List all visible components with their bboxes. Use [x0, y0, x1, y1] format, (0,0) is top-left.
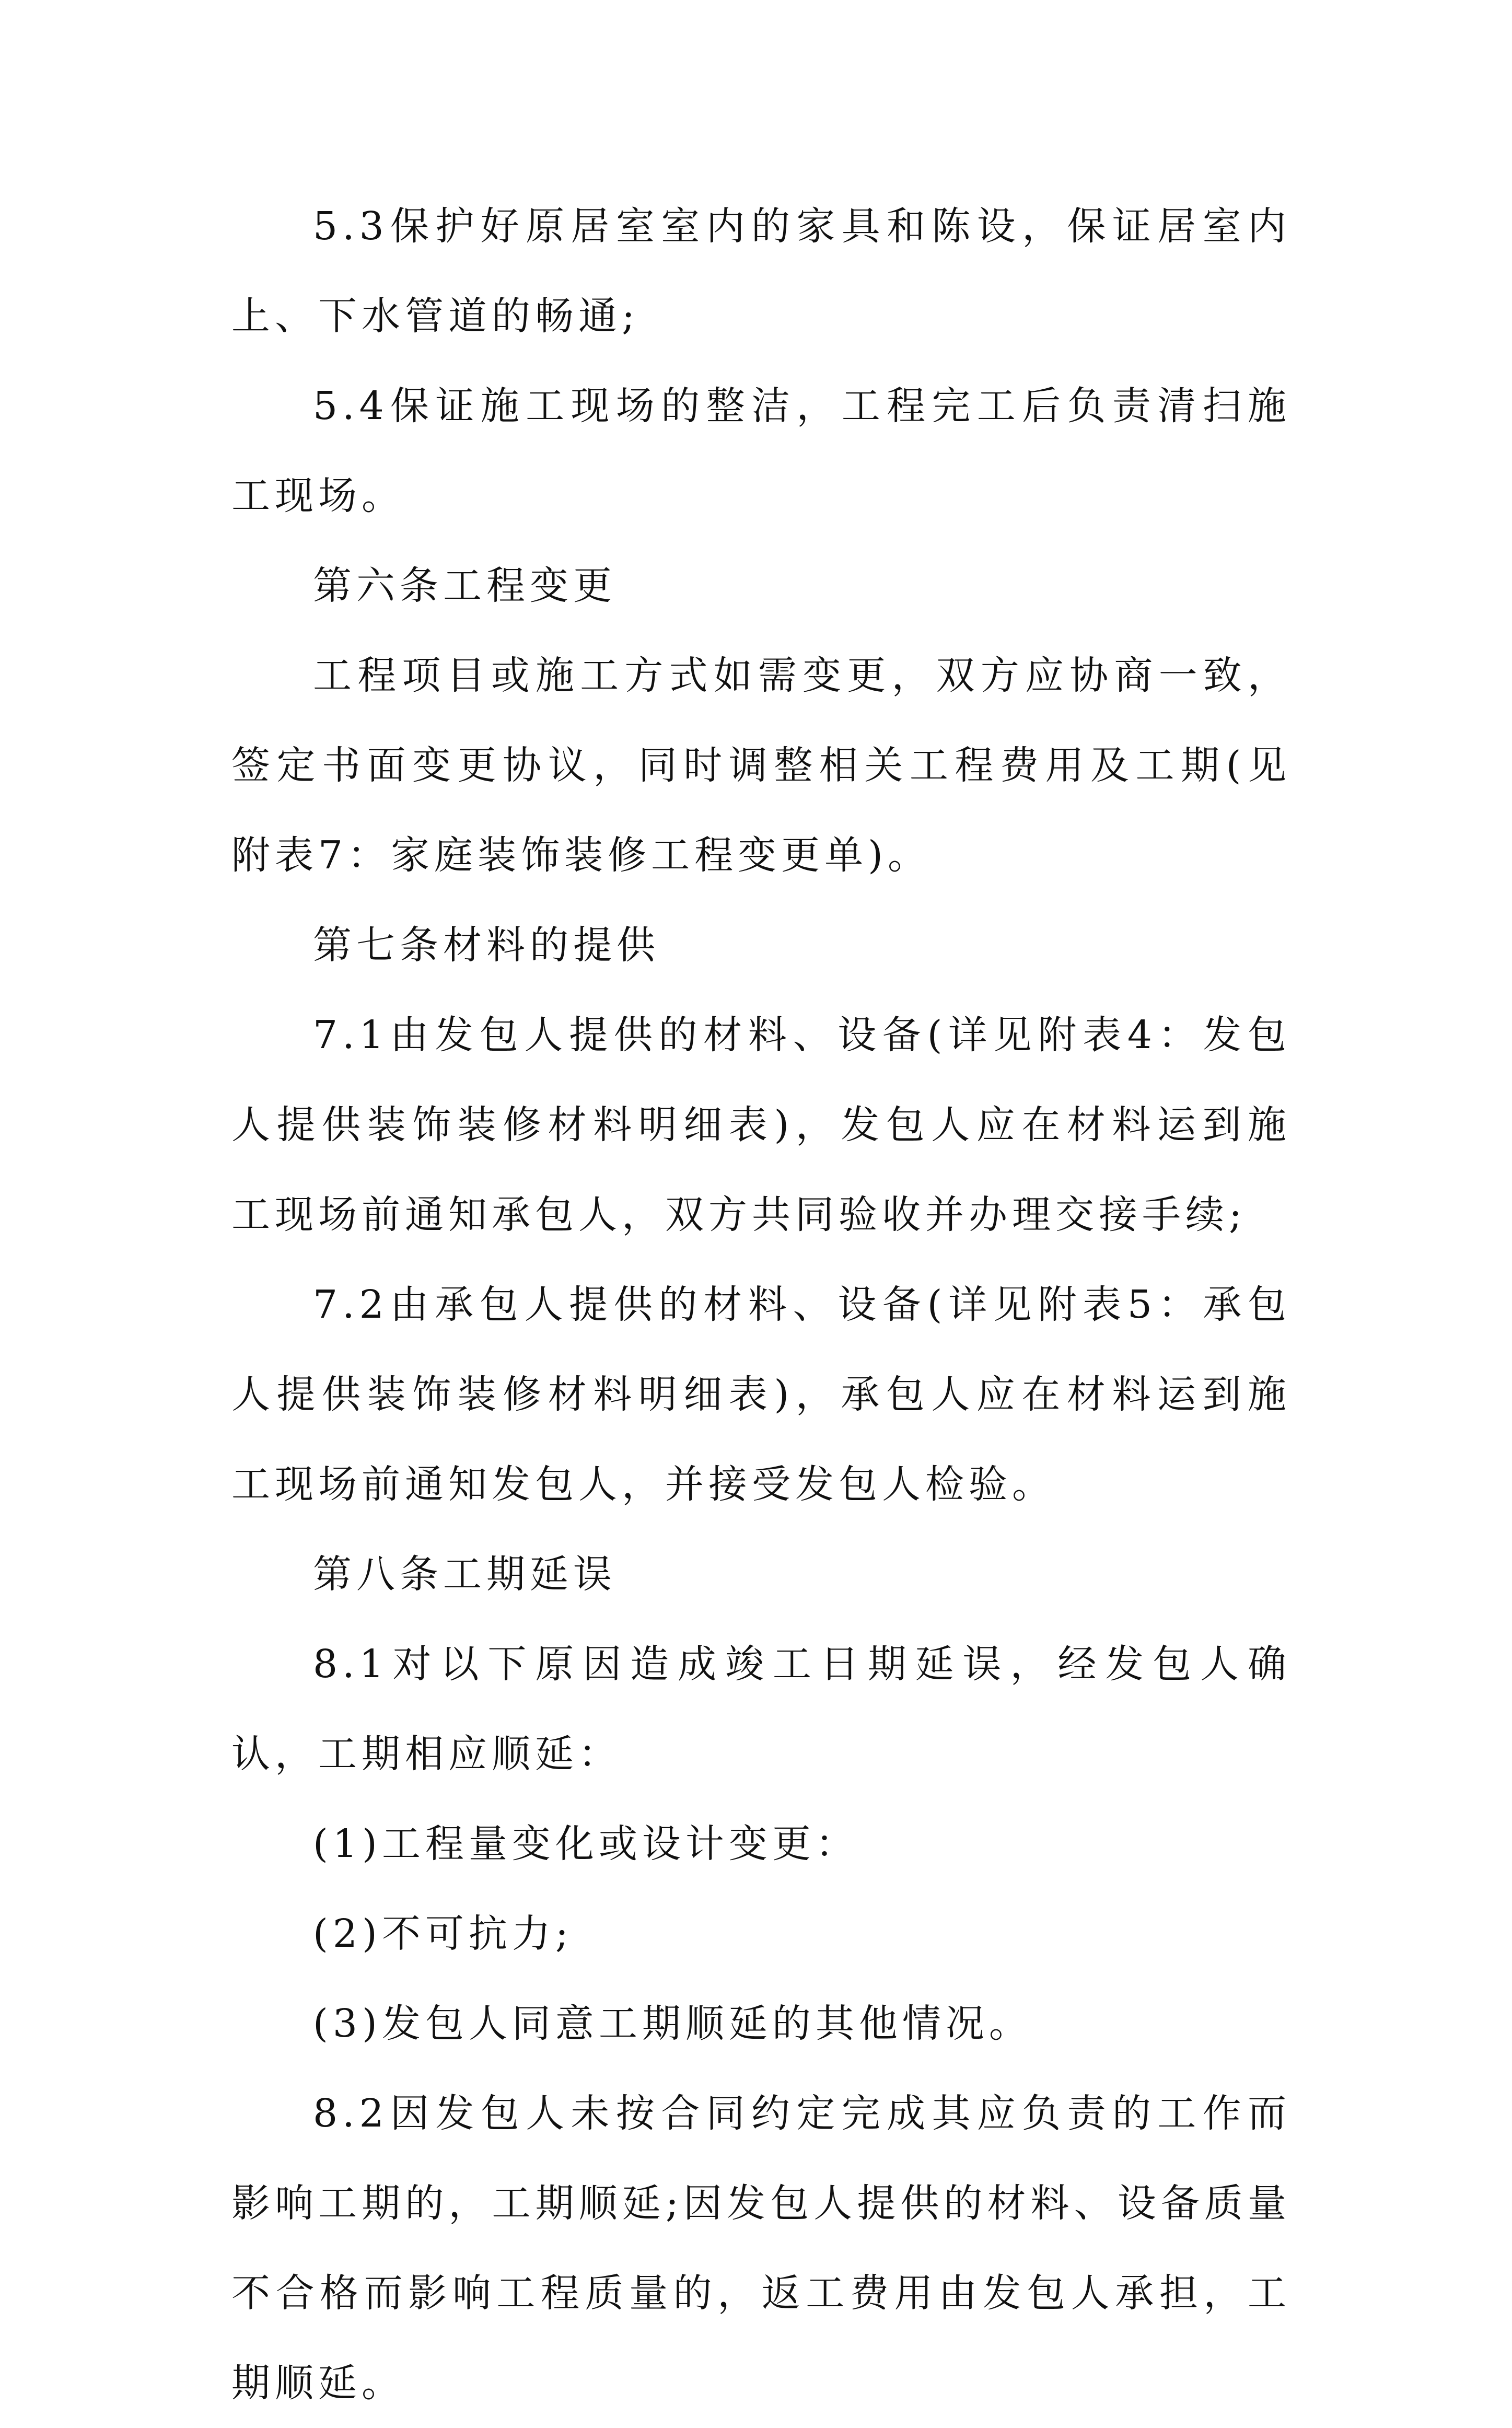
- article-8-heading: 第八条工期延误: [313, 1552, 617, 1597]
- clause-5-4: 5.4保证施工现场的整洁，工程完工后负责清扫施工现场。: [231, 384, 1291, 518]
- article-6-heading: 第六条工程变更: [313, 563, 617, 608]
- article-6-body: 工程项目或施工方式如需变更，双方应协商一致，签定书面变更协议，同时调整相关工程费用及工期(见附表7：家庭装饰装修工程变更单)。: [231, 653, 1291, 878]
- article-7-heading: 第七条材料的提供: [313, 923, 660, 968]
- clause-8-1: 8.1对以下原因造成竣工日期延误，经发包人确认，工期相应顺延：: [231, 1642, 1291, 1776]
- clause-5-3: 5.3保护好原居室室内的家具和陈设，保证居室内上、下水管道的畅通;: [231, 204, 1291, 339]
- document-body: [231, 181, 1291, 2428]
- clause-8-1-item-1: (1)工程量变化或设计变更：: [313, 1821, 859, 1866]
- clause-8-1-item-2: (2)不可抗力;: [313, 1911, 573, 1956]
- clause-7-2: 7.2由承包人提供的材料、设备(详见附表5：承包人提供装饰装修材料明细表)，承包人应在材料运到施工现场前通知发包人，并接受发包人检验。: [231, 1282, 1291, 1507]
- clause-7-1: 7.1由发包人提供的材料、设备(详见附表4：发包人提供装饰装修材料明细表)，发包人应在材料运到施工现场前通知承包人，双方共同验收并办理交接手续;: [231, 1013, 1291, 1237]
- clause-8-2: 8.2因发包人未按合同约定完成其应负责的工作而影响工期的，工期顺延;因发包人提供的材料、设备质量不合格而影响工程质量的，返工费用由发包人承担，工期顺延。: [231, 2091, 1291, 2406]
- clause-8-1-item-3: (3)发包人同意工期顺延的其他情况。: [313, 2001, 1032, 2046]
